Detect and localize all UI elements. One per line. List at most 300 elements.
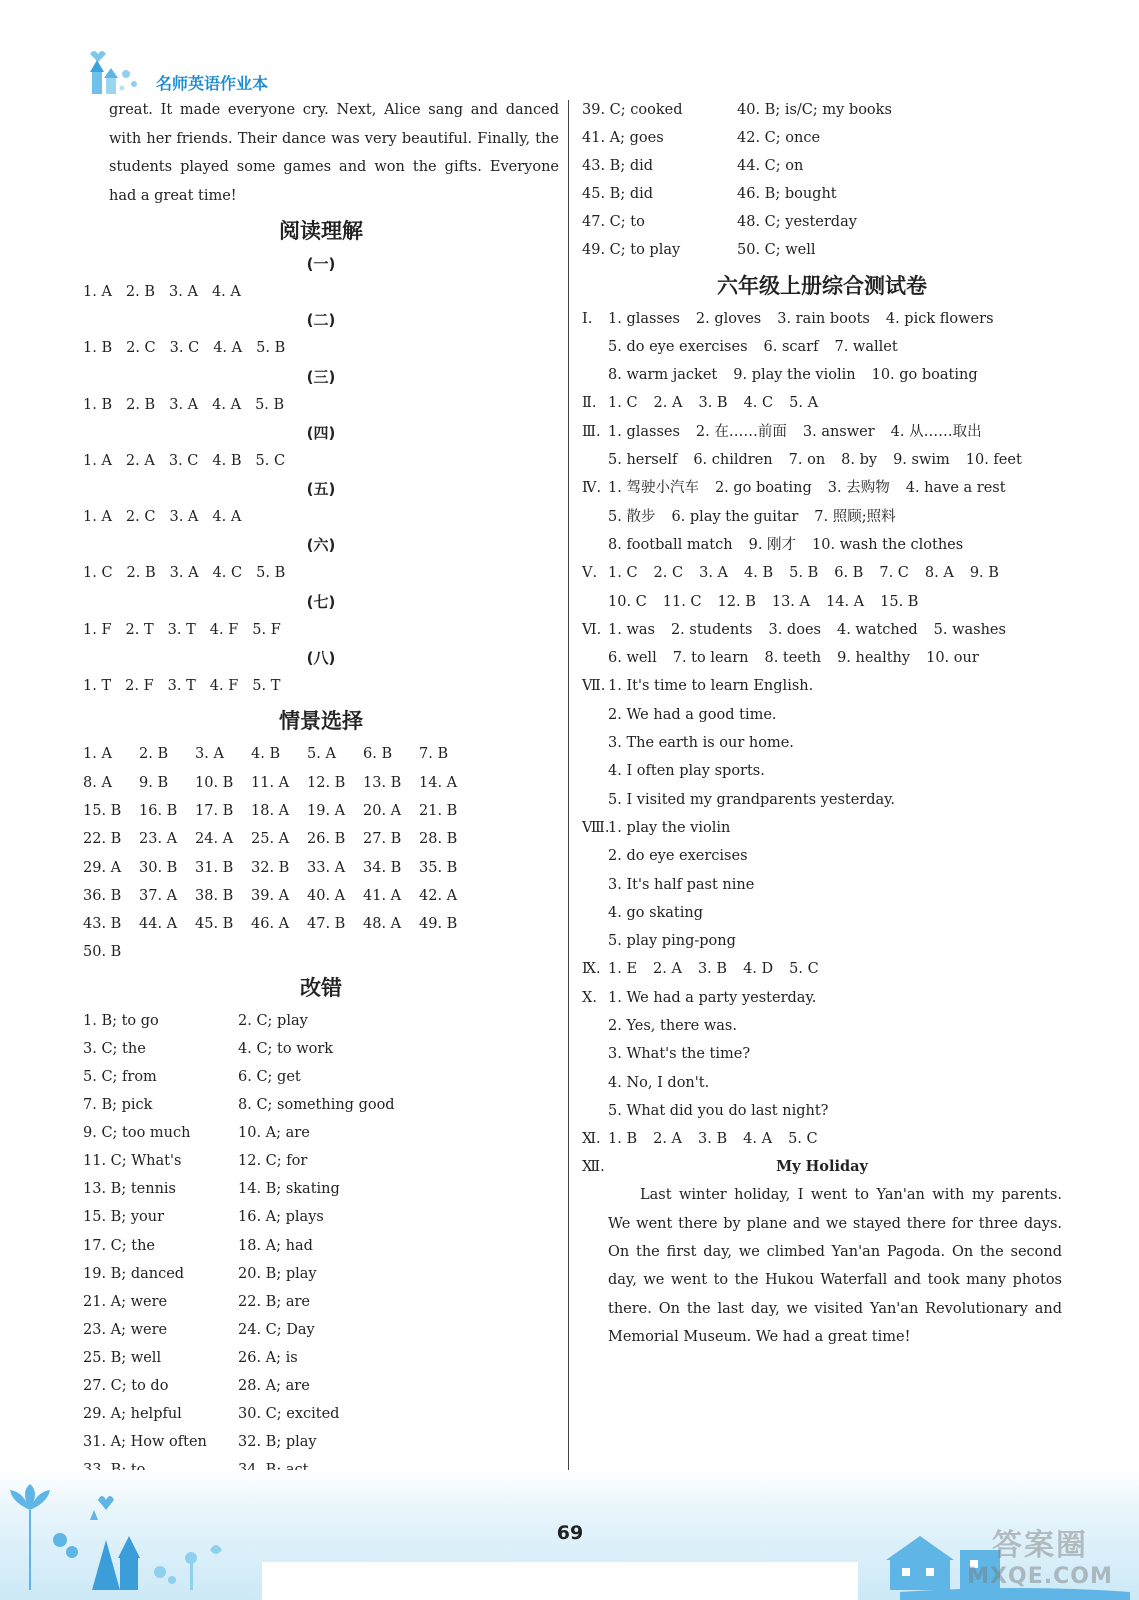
answer-item: 4. C [212,565,243,582]
answer-item: 2. A [653,1131,683,1148]
answer-item: 4. have a rest [905,480,1006,497]
answer-item: 5. B [256,340,286,357]
answer-item: 3. A [169,565,199,582]
answer-item: 5. C; from [83,1068,157,1085]
answer-item: 5. C [788,1131,818,1148]
answer-item: 3. C [169,340,200,357]
section-number: Ⅰ. [582,310,593,327]
answer-item: 11. C [662,593,702,610]
section-number: Ⅶ. [582,678,606,695]
footer-bar [262,1562,858,1600]
answer-item: 15. B [83,802,122,819]
answer-item: 10. wash the clothes [812,536,964,553]
answer-item: 3. A [169,396,199,413]
test-section-row [582,446,1062,474]
answer-item: 14. B; skating [238,1181,340,1198]
answer-item: 1. It's time to learn English. [608,678,814,695]
answer-item: 1. C [608,565,638,582]
answer-item: 1. B [83,396,113,413]
answer-item: 5. B [256,565,286,582]
answer-item: 4. B [251,746,281,763]
answer-item: 1. F [83,621,112,638]
answer-item: 23. A; were [83,1321,168,1338]
answer-item: 3. T [167,678,196,695]
answer-item: 3. A [195,746,224,763]
answer-row [83,278,559,306]
answer-item: 26. B [307,831,346,848]
watermark [945,1520,1135,1589]
page-header [80,44,400,96]
answer-item: 13. B; tennis [83,1181,176,1198]
test-section-row [582,418,1062,446]
right-column [582,96,1062,1351]
answer-item: 28. A; are [238,1377,310,1394]
answer-item: 6. B [834,565,864,582]
section-answers [608,1131,834,1147]
answer-item: 44. A [139,916,178,933]
answer-item: 6. B [363,746,393,763]
answer-item: 48. A [363,916,402,933]
answer-item: 21. B [419,802,458,819]
reading-group-label: (五) [306,480,336,499]
section-number: Ⅸ. [582,961,601,978]
section-number: Ⅷ. [582,819,610,836]
answer-row [83,391,559,419]
section-answers [608,961,835,977]
reading-group-label: (七) [306,592,336,611]
section-answers [608,820,746,836]
answer-item: 1. B [608,1131,638,1148]
answer-item: 5. play ping-pong [608,933,736,950]
essay-section [582,1153,1062,1351]
answer-item: 11. C; What's [83,1153,182,1170]
answer-item: 21. A; were [83,1293,168,1310]
answer-item: 3. does [768,621,821,638]
test-section-row [582,389,1062,417]
section-number: Ⅴ. [582,565,598,582]
answer-item: 5. do eye exercises [608,338,748,355]
answer-item: 10. feet [965,452,1022,469]
answer-item: 5. C [255,452,286,469]
test-section-row [582,814,1062,842]
answer-item: 1. C [608,395,638,412]
test-section-row [582,559,1062,587]
test-section-row [582,899,1062,927]
answer-item: 5. A [307,746,336,763]
section-answers [608,395,834,411]
answer-item: 16. A; plays [238,1209,324,1226]
answer-item: 11. A [251,774,290,791]
answer-item: 7. C [879,565,909,582]
answer-item: 39. C; cooked [582,102,683,118]
answer-item: 24. A [195,831,234,848]
answer-item: 4. C; to work [238,1040,334,1057]
answer-item: 5. 散步 [608,508,656,525]
answer-item: 1. We had a party yesterday. [608,989,817,1006]
section-number: Ⅳ. [582,480,602,497]
answer-item: 12. B [307,774,346,791]
answer-item: 3. A [699,565,729,582]
test-section-row [582,871,1062,899]
answer-item: 1. was [608,621,655,638]
answer-item: 7. on [788,452,826,469]
test-section-row [582,305,1062,333]
answer-item: 10. go boating [871,367,978,384]
test-section-row [582,644,1062,672]
answer-item: 7. wallet [834,338,898,355]
answer-item: 12. C; for [238,1153,308,1170]
answer-item: 4. watched [836,621,918,638]
answer-item: 3. B [697,961,728,978]
answer-item: 18. A; had [238,1237,313,1254]
answer-item: 19. B; danced [83,1265,185,1282]
answer-item: 10. A; are [238,1125,310,1142]
answer-item: 1. T [83,678,112,695]
answer-item: 13. A [771,593,810,610]
section-answers [608,424,998,440]
answer-item: 30. B [139,859,178,876]
answer-item: 3. B [698,395,728,412]
answer-item: 5. I visited my grandparents yesterday. [608,791,896,808]
column-divider [568,100,569,1500]
answer-item: 25. B; well [83,1349,162,1366]
answer-item: 5. T [252,678,281,695]
answer-item: 3. answer [802,423,875,440]
correction-answers [83,1007,559,1541]
answer-item: 1. glasses [608,423,680,440]
answer-row [83,334,559,362]
test-section-row [582,786,1062,814]
answer-item: 5. C [789,961,819,978]
answer-item: 19. A [307,802,346,819]
answer-item: 5. washes [933,621,1006,638]
answer-item: 42. C; once [737,130,821,147]
answer-item: 6. play the guitar [671,508,799,525]
test-section-row [582,955,1062,983]
flower-castle-decoration-icon [0,1480,240,1600]
answer-item: 7. B; pick [83,1097,153,1114]
section-answers [608,990,832,1006]
answer-item: 4. F [209,621,239,638]
answer-item: 8. A [83,774,112,791]
answer-item: 4. D [743,961,774,978]
answer-item: 8. teeth [764,650,822,667]
answer-row [83,559,559,587]
answer-item: 5. B [789,565,819,582]
answer-item: 25. A [251,831,290,848]
answer-item: 50. B [83,944,122,961]
answer-item: 4. No, I don't. [608,1074,710,1091]
correction-title: 改错 [300,975,342,1000]
test-section-row [582,361,1062,389]
section-answers [608,678,829,694]
answer-item: 4. F [209,678,239,695]
answer-item: 1. A [83,746,112,763]
answer-item: 34. B [363,859,402,876]
section-number: Ⅱ. [582,395,597,412]
left-column [83,96,559,1541]
answer-item: 49. C; to play [582,242,681,259]
answer-item: 9. 刚才 [748,536,797,553]
answer-item: 17. B [195,802,234,819]
answer-item: 26. A; is [238,1349,298,1366]
answer-item: 47. B [307,916,346,933]
reading-groups [83,250,559,700]
answer-item: 29. A; helpful [83,1406,182,1423]
watermark-line1: 答案圈 [992,1528,1088,1563]
answer-item: 2. C; play [238,1012,308,1029]
answer-item: 8. A [924,565,954,582]
answer-item: 39. A [251,887,290,904]
essay-title: My Holiday [776,1158,868,1176]
answer-item: 1. A [83,284,112,300]
answer-item: 3. C; the [83,1040,146,1057]
answer-item: 4. B [212,452,242,469]
answer-item: 15. B; your [83,1209,165,1226]
answer-item: 23. A [139,831,178,848]
section-answers [608,480,1022,496]
answer-item: 41. A [363,887,402,904]
page-number: 69 [556,1522,584,1544]
test-section-row [582,672,1062,700]
answer-item: 6. C; get [238,1068,301,1085]
answer-item: 2. C [125,509,156,526]
watermark-line2: MXQE.COM [967,1564,1113,1589]
answer-item: 1. E [608,961,638,978]
test-section-row [582,1125,1062,1153]
answer-item: 33. A [307,859,346,876]
answer-item: 3. T [167,621,196,638]
answer-item: 1. C [83,565,113,582]
answer-item: 2. A [125,452,155,469]
essay-number: Ⅻ. [582,1159,605,1176]
answer-item: 2. B [125,284,156,300]
answer-item: 38. B [195,887,234,904]
answer-item: 9. healthy [837,650,911,667]
answer-item: 1. B; to go [83,1012,159,1029]
answer-item: 2. students [670,621,753,638]
situational-title: 情景选择 [279,709,363,734]
answer-item: 31. A; How often [83,1434,207,1451]
answer-item: 27. B [363,831,402,848]
answer-item: 1. 驾驶小汽车 [608,480,699,497]
answer-item: 17. C; the [83,1237,156,1254]
answer-item: 31. B [195,859,234,876]
test-section-row [582,333,1062,361]
reading-group-label: (二) [306,311,336,330]
answer-item: 40. B; is/C; my books [737,102,892,118]
answer-row [83,616,559,644]
test-section-row [582,616,1062,644]
answer-item: 7. to learn [672,650,749,667]
answer-item: 32. B; play [238,1434,317,1451]
answer-item: 14. A [826,593,865,610]
answer-item: 3. A [169,284,198,300]
answer-item: 7. B [419,746,449,763]
answer-item: 20. B; play [238,1265,317,1282]
answer-item: 42. A [419,887,458,904]
reading-group-label: (八) [306,649,336,668]
reading-group-label: (三) [306,367,336,386]
answer-item: 8. warm jacket [608,367,718,384]
answer-item: 8. by [841,452,878,469]
answer-item: 24. C; Day [238,1321,315,1338]
answer-item: 41. A; goes [582,130,664,147]
test-section-row [582,588,1062,616]
reading-group-label: (一) [306,255,336,273]
answer-item: 4. A [212,396,242,413]
test-section-row [582,927,1062,955]
answer-row [83,447,559,475]
answer-item: 4. A [212,509,242,526]
answer-item: 2. go boating [714,480,812,497]
answer-item: 40. A [307,887,346,904]
answer-item: 6. children [693,452,773,469]
answer-item: 4. A [743,1131,773,1148]
answer-item: 9. B [969,565,999,582]
test-section-row [582,1040,1062,1068]
section-answers [608,565,1015,581]
answer-item: 2. 在……前面 [695,423,787,440]
answer-item: 5. A [789,395,819,412]
answer-item: 48. C; yesterday [737,214,857,231]
answer-item: 3. B [698,1131,728,1148]
castle-logo-icon [80,44,144,96]
test-section-row [582,503,1062,531]
answer-item: 4. I often play sports. [608,763,765,780]
answer-item: 9. swim [893,452,950,469]
answer-item: 3. The earth is our home. [608,735,794,752]
answer-item: 36. B [83,887,122,904]
answer-item: 22. B; are [238,1293,310,1310]
answer-item: 8. C; something good [238,1097,395,1114]
section-number: Ⅵ. [582,621,602,638]
answer-item: 4. go skating [608,904,704,921]
test-section-row [582,1069,1062,1097]
answer-item: 5. What did you do last night? [608,1102,829,1119]
answer-item: 13. B [363,774,402,791]
answer-item: 2. We had a good time. [608,706,777,723]
test-section-row [582,531,1062,559]
answer-item: 2. B [126,565,156,582]
answer-item: 35. B [419,859,458,876]
test-sections [582,305,1062,1154]
answer-item: 2. do eye exercises [608,848,748,865]
test-section-row [582,984,1062,1012]
answer-item: 30. C; excited [238,1406,340,1423]
answer-item: 4. C [743,395,774,412]
answer-item: 2. T [125,621,154,638]
answer-item: 1. play the violin [608,819,731,836]
answer-item: 9. C; too much [83,1125,191,1142]
answer-row [83,672,559,700]
answer-item: 3. rain boots [777,310,870,327]
answer-item: 3. A [169,509,199,526]
correction-answers-continued [582,96,1062,265]
test-title: 六年级上册综合测试卷 [717,273,927,298]
section-number: Ⅲ. [582,423,601,440]
answer-item: 1. A [83,509,112,526]
answer-item: 6. scarf [763,338,819,355]
answer-item: 28. B [419,831,458,848]
answer-item: 29. A [83,859,122,876]
answer-item: 49. B [419,916,458,933]
answer-item: 37. A [139,887,178,904]
answer-item: 1. B [83,340,113,357]
answer-item: 43. B; did [582,158,654,175]
answer-item: 45. B; did [582,186,654,203]
answer-item: 15. B [880,593,919,610]
answer-item: 2. B [139,746,169,763]
answer-item: 46. B; bought [737,186,837,203]
essay-text: Last winter holiday, I went to Yan'an with my parents. We went there by plane and we stayed there for three days. On the first day, we climbed Yan'an Pagoda. On the second day, we went to the Hukou Waterfall and took many photos there. On the last day, we visited Yan'an Revolutionary and Memorial Museum. We had a great time! [608,1187,1062,1345]
answer-item: 10. B [195,774,234,791]
answer-item: 4. B [744,565,774,582]
answer-item: 47. C; to [582,214,645,231]
answer-item: 22. B [83,831,122,848]
test-section-row [582,1097,1062,1125]
answer-item: 3. It's half past nine [608,876,755,893]
answer-item: 3. What's the time? [608,1046,751,1063]
answer-item: 32. B [251,859,290,876]
answer-item: 1. A [83,452,112,469]
answer-item: 2. C [126,340,156,357]
answer-item: 2. gloves [695,310,762,327]
answer-item: 45. B [195,916,234,933]
answer-row [83,503,559,531]
section-answers [608,311,1010,327]
answer-item: 9. B [139,774,169,791]
situational-answers [83,740,559,966]
answer-item: 2. C [653,565,684,582]
test-section-row [582,1012,1062,1040]
test-section-row [582,729,1062,757]
answer-item: 6. well [608,650,657,667]
answer-item: 46. A [251,916,290,933]
answer-item: 44. C; on [737,158,804,175]
test-section-row [582,474,1062,502]
test-section-row [582,701,1062,729]
answer-item: 4. 从……取出 [890,423,982,440]
answer-item: 20. A [363,802,402,819]
answer-item: 5. F [252,621,281,638]
answer-item: 2. B [126,396,156,413]
answer-item: 14. A [419,774,458,791]
section-answers [608,622,1022,638]
answer-item: 4. pick flowers [885,310,994,327]
answer-item: 2. F [125,678,154,695]
answer-item: 2. A [653,395,683,412]
answer-item: 16. B [139,802,178,819]
answer-item: 3. 去购物 [827,480,890,497]
section-number: Ⅹ. [582,989,597,1006]
answer-item: 9. play the violin [733,367,856,384]
answer-item: 1. glasses [608,310,680,327]
reading-group-label: (六) [306,536,336,555]
test-section-row [582,757,1062,785]
answer-item: 2. Yes, there was. [608,1017,737,1034]
answer-item: 2. A [653,961,682,978]
answer-item: 7. 照顾;照料 [814,508,896,525]
answer-item: 4. A [213,340,243,357]
series-title: 名师英语作业本 [156,74,269,93]
answer-item: 5. B [255,396,285,413]
answer-item: 18. A [251,802,290,819]
answer-item: 3. C [168,452,199,469]
intro-paragraph: great. It made everyone cry. Next, Alice sang and danced with her friends. Their dance was very beautiful. Finally, the students played some games and won the gifts. Everyone had a great time! [109,102,559,204]
answer-item: 8. football match [608,536,733,553]
reading-group-label: (四) [306,423,336,442]
